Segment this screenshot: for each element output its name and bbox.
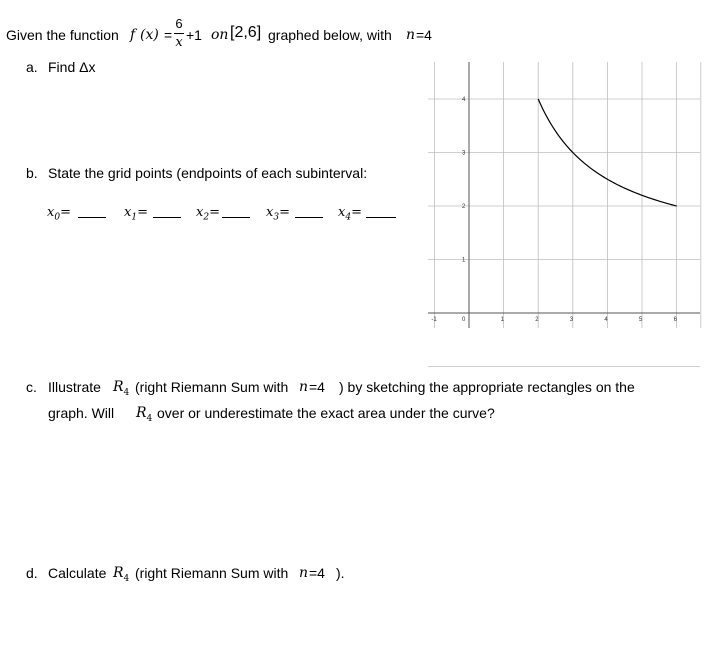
part-c-illustrate: Illustrate — [48, 379, 101, 395]
part-c-line2-b: over or underestimate the exact area under the curve? — [157, 405, 495, 421]
part-c-line2-a: graph. Will — [48, 405, 115, 421]
part-c-n: n — [299, 379, 309, 395]
on-word: on — [211, 27, 229, 43]
x-tick-label: 4 — [604, 317, 608, 323]
grid-point-x3-label: $x_3=$ — [266, 205, 290, 223]
part-d-label: d. — [26, 565, 38, 581]
x-tick-label: 3 — [569, 317, 574, 323]
part-b-text: State the grid points (endpoints of each subinterval: — [48, 165, 368, 181]
interval: [2,6] — [230, 24, 262, 41]
part-b-label: b. — [26, 165, 38, 181]
part-c-text-2: ) by sketching the appropriate rectangles on the — [339, 379, 635, 395]
part-c-text-1: (right Riemann Sum with — [135, 379, 289, 395]
graph-axes — [428, 62, 700, 328]
y-tick-labels — [462, 97, 466, 264]
y-tick-label: 3 — [462, 150, 466, 157]
statement-prefix: Given the function — [6, 27, 119, 43]
part-a-label: a. — [26, 59, 38, 75]
part-c-r2: $R_4$ — [136, 405, 153, 424]
fraction-numerator: 6 — [175, 16, 183, 31]
x-tick-labels — [431, 317, 677, 323]
part-d-text-1: (right Riemann Sum with — [135, 565, 289, 581]
function-args: (x) — [140, 27, 159, 43]
n-value: =4 — [416, 27, 432, 43]
statement-suffix: graphed below, with — [268, 27, 392, 43]
part-d-r: $R_4$ — [113, 565, 130, 584]
part-d-calculate: Calculate — [48, 565, 107, 581]
y-tick-label: 1 — [462, 257, 466, 264]
grid-point-x2-label: $x_2=$ — [196, 205, 220, 223]
grid-point-x4-label: $x_4=$ — [338, 205, 362, 223]
x-tick-label: 1 — [500, 317, 504, 323]
x-tick-label: 5 — [639, 317, 643, 323]
part-d-n-value: =4 — [309, 565, 325, 581]
part-c-r: $R_4$ — [113, 379, 130, 398]
fraction-denominator: x — [175, 35, 183, 50]
grid-point-x0-label: $x_0=$ — [47, 205, 71, 223]
y-tick-label: 2 — [462, 204, 466, 210]
plus-one: +1 — [186, 27, 202, 43]
x-tick-label: 0 — [462, 317, 466, 323]
grid-point-x1-label: $x_1=$ — [124, 205, 148, 223]
n-variable: n — [406, 27, 416, 43]
part-d-text-2: ). — [336, 565, 345, 581]
function-name: f — [130, 27, 136, 43]
x-tick-label: 6 — [673, 317, 677, 323]
part-a-text: Find Δx — [48, 59, 96, 75]
part-c-label: c. — [26, 379, 37, 395]
equals-sign: = — [164, 27, 173, 43]
part-d-n: n — [299, 565, 309, 581]
x-tick-label: 2 — [535, 317, 539, 323]
y-tick-label: 4 — [462, 97, 466, 103]
x-tick-label: -1 — [431, 317, 437, 323]
part-c-n-value: =4 — [309, 379, 325, 395]
